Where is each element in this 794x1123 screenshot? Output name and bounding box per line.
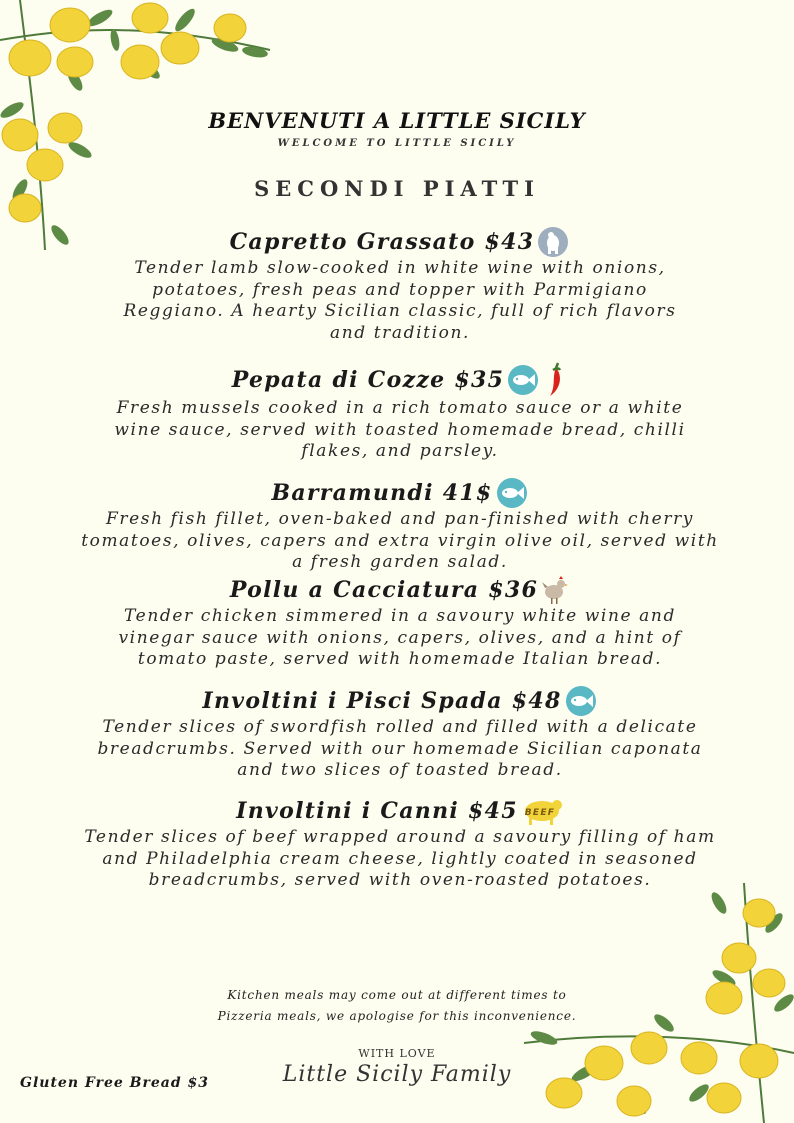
chicken-icon <box>540 574 570 606</box>
fish-icon <box>564 685 598 717</box>
kitchen-note-line1: Kitchen meals may come out at different times to <box>227 988 567 1002</box>
restaurant-subtitle: WELCOME TO LITTLE SICILY <box>277 138 517 149</box>
menu-item <box>80 795 720 892</box>
chilli-icon <box>542 362 568 398</box>
dish-name: Pollu a Cacciatura $36 <box>229 577 539 603</box>
menu-item <box>80 574 720 671</box>
restaurant-title: BENVENUTI A LITTLE SICILY <box>208 108 586 133</box>
with-love-label: WITH LOVE <box>358 1047 436 1060</box>
menu-item <box>80 685 720 782</box>
dish-name: Barramundi 41$ <box>271 480 493 506</box>
dish-description: Tender chicken simmered in a savoury white wine and vinegar sauce with onions, capers, olives, and a hint of tomato paste, served with homemade Italian bread. <box>118 606 682 669</box>
family-signature: Little Sicily Family <box>282 1062 512 1087</box>
dish-description: Fresh mussels cooked in a rich tomato sauce or a white wine sauce, served with toasted homemade bread, chilli flakes, and parsley. <box>114 398 686 461</box>
fish-icon <box>506 364 540 396</box>
gluten-free-bread-note: Gluten Free Bread $3 <box>20 1075 209 1091</box>
dish-description: Fresh fish fillet, oven-baked and pan-finished with cherry tomatoes, olives, capers and extra virgin olive oil, served with a fresh garden salad. <box>81 509 719 572</box>
beef-icon <box>520 795 564 827</box>
dish-description: Tender slices of beef wrapped around a savoury filling of ham and Philadelphia cream cheese, lightly coated in seasoned breadcrumbs, served with oven-roasted potatoes. <box>84 827 716 890</box>
menu-item <box>80 477 720 574</box>
lamb-icon <box>536 226 570 258</box>
kitchen-note <box>0 985 794 1027</box>
beef-icon-label: BEEF <box>524 808 556 818</box>
fish-icon <box>495 477 529 509</box>
menu-item <box>80 226 720 344</box>
dish-name: Involtini i Pisci Spada $48 <box>202 688 562 714</box>
dish-description: Tender slices of swordfish rolled and filled with a delicate breadcrumbs. Served with our homemade Sicilian caponata and two slices of toasted bread. <box>97 717 703 780</box>
dish-name: Involtini i Canni $45 <box>236 798 518 824</box>
kitchen-note-line2: Pizzeria meals, we apologise for this inconvenience. <box>217 1009 577 1023</box>
dish-description: Tender lamb slow-cooked in white wine with onions, potatoes, fresh peas and topper with Parmigiano Reggiano. A hearty Sicilian classic, full of rich flavors and tradition. <box>123 258 677 343</box>
menu-item <box>80 362 720 463</box>
dish-name: Pepata di Cozze $35 <box>231 367 505 393</box>
dish-name: Capretto Grassato $43 <box>229 229 535 255</box>
section-title: SECONDI PIATTI <box>254 176 540 201</box>
